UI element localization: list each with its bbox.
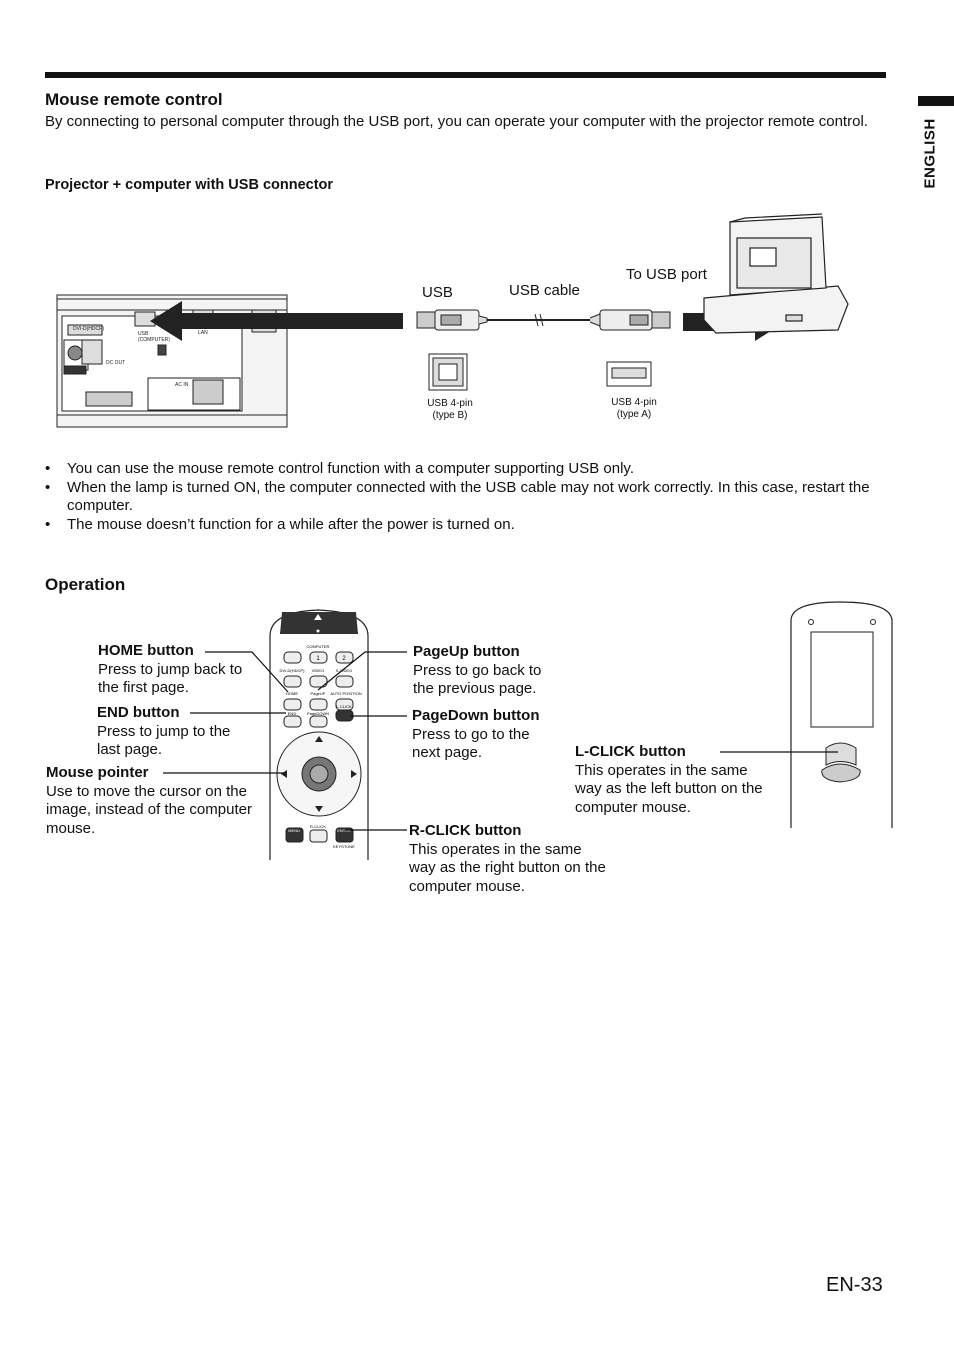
remote-label-home: HOME: [286, 691, 298, 696]
remote-label-pageup: PageUP: [310, 691, 326, 696]
callout-lclick-title: L-CLICK button: [575, 743, 686, 760]
remote-label-end: END: [287, 711, 297, 716]
top-rule: [45, 72, 886, 78]
remote-label-menu: MENU: [288, 828, 300, 833]
remote-label-rclick: R-CLICK: [309, 824, 327, 829]
remote-label-enter: ENTER: [337, 828, 351, 833]
callout-end-title: END button: [97, 704, 180, 721]
caption-a-line2: (type A): [616, 409, 652, 420]
remote-label-pagedown: PageDOWN: [306, 711, 330, 716]
side-tab-label: ENGLISH: [921, 118, 939, 189]
remote-label-video: VIDEO: [311, 668, 325, 673]
intro-paragraph: By connecting to personal computer through the USB port, you can operate your computer with the projector remote control.: [45, 113, 868, 130]
callout-pagedown-button: [412, 707, 562, 763]
panel-label-dvi: DVI-D(HDCP): [73, 326, 105, 332]
callout-pageup-title: PageUp button: [413, 643, 520, 660]
callout-home-desc: Press to jump back to the first page.: [98, 660, 243, 696]
caption-usb-type-a: [594, 397, 674, 421]
callout-mouse-title: Mouse pointer: [46, 764, 149, 781]
note-item: • You can use the mouse remote control function with a computer supporting USB only.: [45, 460, 885, 478]
callout-mouse-pointer: [46, 764, 256, 838]
callout-pageup-desc: Press to go back to the previous page.: [413, 661, 542, 697]
side-tab-marker: [918, 96, 954, 106]
subheading-usb-connector: Projector + computer with USB connector: [45, 177, 334, 193]
callout-pagedown-title: PageDown button: [412, 707, 540, 724]
note-item: • The mouse doesn’t function for a while after the power is turned on.: [45, 516, 885, 534]
remote-label-autopos: AUTO POSITION: [330, 691, 362, 696]
remote-label-keystone: KEYSTONE: [333, 844, 355, 849]
callout-pageup-button: [413, 643, 563, 699]
callout-home-title: HOME button: [98, 642, 194, 659]
caption-a-line1: USB 4-pin: [611, 397, 657, 408]
caption-b-line1: USB 4-pin: [427, 398, 473, 409]
panel-label-computer: (COMPUTER): [138, 337, 170, 343]
note-item: • When the lamp is turned ON, the computer connected with the USB cable may not work correctly. In this case, restart the computer.: [45, 479, 885, 515]
notes-list: [45, 460, 885, 535]
caption-usb-type-b: [410, 398, 490, 422]
remote-label-b1: 1: [316, 656, 320, 662]
remote-label-dvi: DVI-D(HDCP): [279, 668, 305, 673]
callout-end-button: [97, 704, 257, 760]
usb-type-a-icon: [607, 362, 651, 386]
remote-label-computer: COMPUTER: [306, 644, 330, 649]
page-number: EN-33: [826, 1274, 883, 1296]
label-usb-cable: USB cable: [509, 282, 580, 299]
callout-lclick-button: [575, 743, 775, 817]
callout-rclick-desc: This operates in the same way as the right button on the computer mouse.: [409, 840, 606, 895]
panel-label-lan: LAN: [198, 330, 208, 336]
panel-label-ac-in: AC IN: [175, 382, 189, 388]
callout-rclick-title: R-CLICK button: [409, 822, 522, 839]
remote-label-svideo: S-VIDEO: [335, 668, 353, 673]
usb-type-b-icon: [429, 354, 467, 390]
callout-mouse-desc: Use to move the cursor on the image, instead of the computer mouse.: [46, 782, 252, 837]
section-title-operation: Operation: [45, 575, 126, 594]
remote-label-lclick: L-CLICK: [336, 704, 352, 709]
caption-b-line2: (type B): [432, 410, 468, 421]
remote-label-b2: 2: [342, 656, 346, 662]
callout-pagedown-desc: Press to go to the next page.: [412, 725, 530, 761]
section-title-mouse-remote: Mouse remote control: [45, 90, 223, 109]
computer-illustration: [704, 214, 848, 333]
label-to-usb-port: To USB port: [626, 266, 707, 283]
callout-lclick-desc: This operates in the same way as the left button on the computer mouse.: [575, 761, 763, 816]
usb-cable: [417, 310, 670, 330]
callout-rclick-button: [409, 822, 609, 896]
callout-home-button: [98, 642, 258, 698]
panel-label-usb: USB: [138, 331, 149, 337]
panel-label-dc-out: DC OUT: [106, 360, 126, 366]
callout-end-desc: Press to jump to the last page.: [97, 722, 231, 758]
label-usb: USB: [422, 284, 453, 301]
